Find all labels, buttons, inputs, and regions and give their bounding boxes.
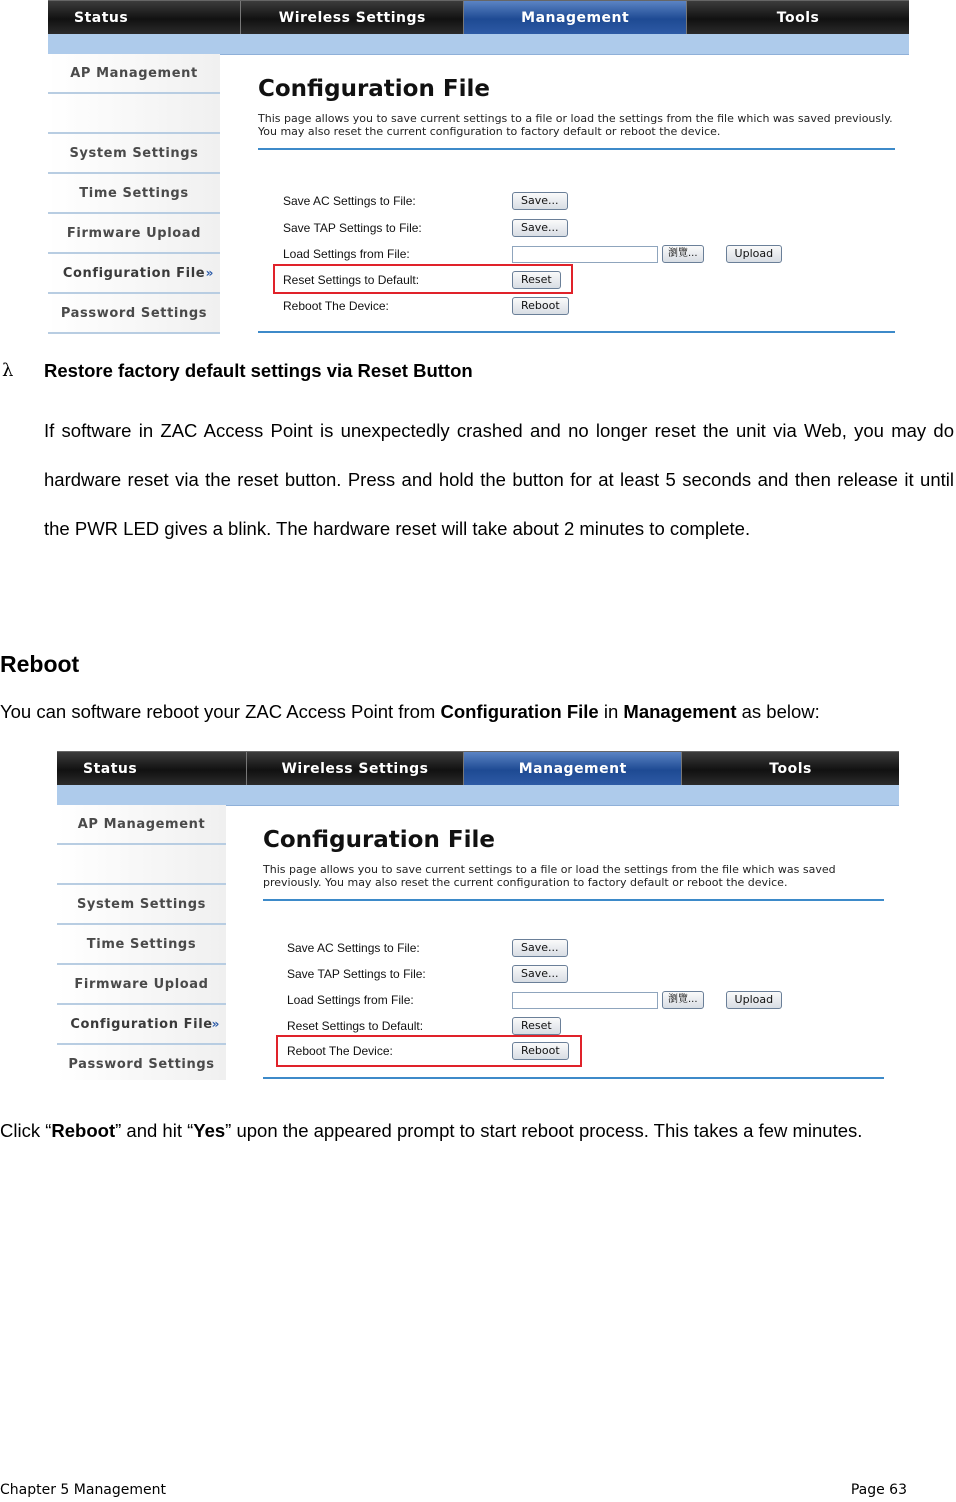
double-chevron-right-icon: » [211,1017,220,1031]
highlight-box [273,264,573,294]
sidebar-item-ap-management[interactable]: AP Management [57,805,226,845]
load-label: Load Settings from File: [283,247,410,261]
click-text: Click “ [0,1120,52,1141]
save-ac-label: Save AC Settings to File: [287,941,420,955]
intro-text: You can software reboot your ZAC Access Point from [0,701,441,722]
sidebar-item-label: Configuration File [62,265,206,281]
intro-text: in [598,701,624,722]
reboot-label: Reboot The Device: [287,1044,393,1058]
sidebar-item-ap-management[interactable]: AP Management [48,54,220,94]
load-label: Load Settings from File: [287,993,414,1007]
bottom-divider [258,331,895,333]
divider [258,148,895,150]
config-panel [258,76,895,150]
tab-management[interactable]: Management [464,1,687,34]
save-ac-button[interactable]: Save... [512,192,568,210]
sidebar-item-configuration-file[interactable] [57,1005,226,1045]
sidebar-item-label: Configuration File [70,1016,213,1032]
page-description: This page allows you to save current settings to a file or load the settings from the file which was saved previously. You may also reset the current configuration to factory default or reboot the device. [263,863,836,889]
screenshot-reset [48,0,909,336]
sidebar-item-configuration-file[interactable] [48,254,220,294]
bullet-heading: Restore factory default settings via Reset Button [44,360,473,381]
tab-wireless-settings[interactable]: Wireless Settings [247,752,465,785]
save-ac-button[interactable]: Save... [512,939,568,957]
footer-chapter: Chapter 5 Management [0,1482,167,1498]
tab-management[interactable]: Management [464,752,682,785]
page-description: This page allows you to save current settings to a file or load the settings from the file which was saved previously. You may also reset the current configuration to factory default or reboot the device. [258,112,893,138]
row-save-tap [283,218,568,238]
save-ac-label: Save AC Settings to File: [283,194,416,208]
row-load [283,244,782,264]
tab-status[interactable]: Status [48,1,241,34]
click-text: ” and hit “ [115,1120,194,1141]
save-tap-button[interactable]: Save... [512,965,568,983]
reboot-button[interactable]: Reboot [512,297,569,315]
sidebar-item-time-settings[interactable]: Time Settings [57,925,226,965]
tab-tools[interactable]: Tools [776,9,820,26]
click-text: ” upon the appeared prompt to start reboot process. This takes a few minutes. [225,1120,863,1141]
upload-button[interactable]: Upload [726,245,783,263]
browse-button[interactable]: 瀏覽... [662,991,704,1009]
file-path-input[interactable] [512,992,658,1009]
sidebar-item-system-settings[interactable]: System Settings [48,134,220,174]
intro-bold-config: Configuration File [440,701,599,722]
browse-button[interactable]: 瀏覽... [662,245,704,263]
sidebar [57,805,226,1080]
reset-label: Reset Settings to Default: [283,273,420,287]
double-chevron-right-icon: » [205,266,214,280]
sidebar-item-system-settings[interactable]: System Settings [57,885,226,925]
sub-header-bar [57,785,899,806]
page-title: Configuration File [263,827,495,853]
section-heading-reboot: Reboot [0,651,80,677]
reboot-intro [0,700,820,724]
bottom-divider [263,1077,884,1079]
reboot-button[interactable]: Reboot [512,1042,569,1060]
reboot-label: Reboot The Device: [283,299,389,313]
row-reset [287,1016,561,1036]
tab-tools[interactable]: Tools [769,760,812,777]
reset-label: Reset Settings to Default: [287,1019,424,1033]
config-panel [263,827,884,901]
reset-button[interactable]: Reset [512,1017,561,1035]
intro-bold-management: Management [623,701,737,722]
reboot-instructions [0,1106,954,1155]
bullet-symbol: λ [2,360,14,381]
footer-page-number: Page 63 [850,1482,907,1498]
row-load [287,990,782,1010]
tab-wireless-settings[interactable]: Wireless Settings [241,1,464,34]
upload-button[interactable]: Upload [726,991,783,1009]
bullet-paragraph: If software in ZAC Access Point is unexpectedly crashed and no longer reset the unit via Web, you may do hardware reset via the reset button. Press and hold the button for at least 5 seconds and then release it until the PWR LED gives a blink. The hardware reset will take about 2 minutes to complete. [44,420,954,539]
row-save-ac [283,191,568,211]
page-title: Configuration File [258,76,490,102]
divider [263,899,884,901]
sub-header-bar [48,34,909,55]
tab-status[interactable]: Status [57,752,247,785]
main-tab-bar [57,751,899,785]
row-save-ac [287,938,568,958]
sidebar-item-firmware-upload[interactable]: Firmware Upload [57,965,226,1005]
row-save-tap [287,964,568,984]
sidebar-item-blank [57,845,226,885]
sidebar-item-time-settings[interactable]: Time Settings [48,174,220,214]
main-tab-bar [48,0,909,34]
click-bold-reboot: Reboot [51,1120,116,1141]
row-reboot [283,296,569,316]
click-bold-yes: Yes [193,1120,226,1141]
sidebar-item-firmware-upload[interactable]: Firmware Upload [48,214,220,254]
reset-button[interactable]: Reset [512,271,561,289]
sidebar-item-password-settings[interactable]: Password Settings [57,1045,226,1080]
sidebar [48,54,220,336]
file-path-input[interactable] [512,246,658,263]
sidebar-item-blank [48,94,220,134]
save-tap-button[interactable]: Save... [512,219,568,237]
highlight-box [276,1035,582,1067]
intro-text: as below: [736,701,820,722]
screenshot-reboot [57,751,899,1080]
sidebar-item-password-settings[interactable]: Password Settings [48,294,220,334]
save-tap-label: Save TAP Settings to File: [283,221,422,235]
save-tap-label: Save TAP Settings to File: [287,967,426,981]
